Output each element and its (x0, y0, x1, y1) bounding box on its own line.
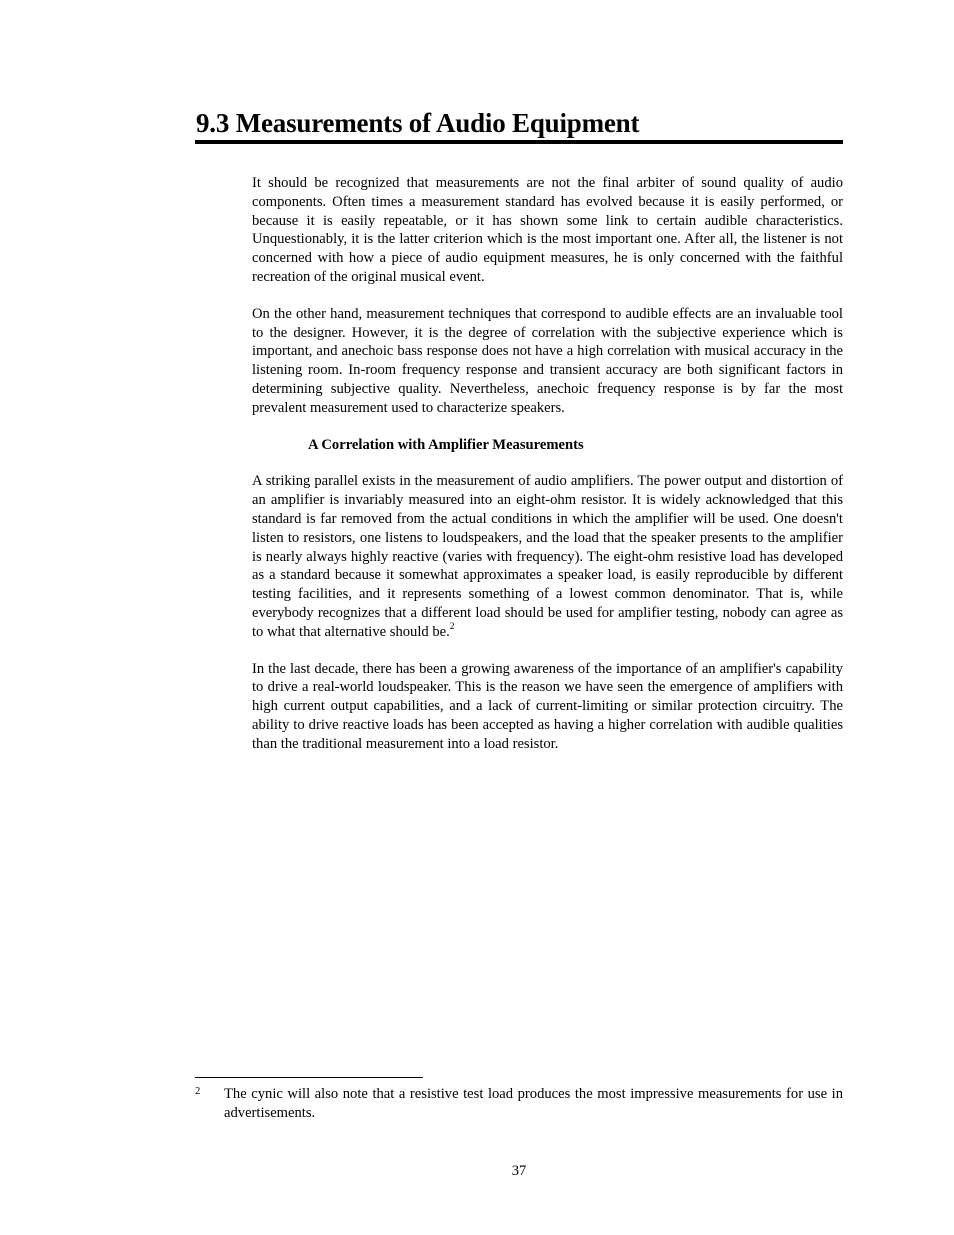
footnote-mark: 2 (195, 1086, 201, 1097)
paragraph-2: On the other hand, measurement techniques that correspond to audible effects are an invaluable tool to the designer. However, it is the degree of correlation with the subjective experience which is important, and anechoic bass response does not have a high correlation with musical accuracy in the listening room. In-room frequency response and transient accuracy are both significant factors in determining subjective quality. Nevertheless, anechoic frequency response is by far the most prevalent measurement used to characterize speakers. (252, 305, 843, 416)
paragraph-3 (252, 472, 843, 641)
footnote-reference[interactable]: 2 (449, 621, 455, 632)
subsection-heading: A Correlation with Amplifier Measurements (308, 436, 584, 453)
footnote (195, 1085, 843, 1123)
paragraph-3-text: A striking parallel exists in the measurement of audio amplifiers. The power output and distortion of an amplifier is invariably measured into an eight-ohm resistor. It is widely acknowledged that this standard is far removed from the actual conditions in which the amplifier will be used. One doesn't listen to resistors, one listens to loudspeakers, and the load that the speaker presents to the amplifier is nearly always highly reactive (varies with frequency). The eight-ohm resistive load has developed as a standard because it somewhat approximates a speaker load, is easily reproducible by different testing facilities, and it represents something of a lowest common denominator. That is, while everybody recognizes that a different load should be used for amplifier testing, nobody can agree as to what that alternative should be. (252, 473, 843, 640)
paragraph-4: In the last decade, there has been a growing awareness of the importance of an amplifier's capability to drive a real-world loudspeaker. This is the reason we have seen the emergence of amplifiers with high current output capabilities, and a lack of current-limiting or similar protection circuitry. The ability to drive reactive loads has been accepted as having a higher correlation with audible qualities than the traditional measurement into a load resistor. (252, 660, 843, 752)
paragraph-1: It should be recognized that measurements are not the final arbiter of sound quality of audio components. Often times a measurement standard has evolved because it is easily performed, or because it is easily repeatable, or it has shown some link to certain audible characteristics. Unquestionably, it is the latter criterion which is the most important one. After all, the listener is not concerned with how a piece of audio equipment measures, he is only concerned with the faithful recreation of the original musical event. (252, 175, 843, 285)
footnote-text: The cynic will also note that a resistive test load produces the most impressive measurements for use in advertisements. (224, 1086, 843, 1121)
section-heading: 9.3 Measurements of Audio Equipment (196, 108, 640, 138)
footnote-rule (195, 1077, 423, 1078)
body-text (252, 174, 843, 772)
heading-rule (195, 140, 843, 144)
page-number: 37 (511, 1163, 527, 1179)
